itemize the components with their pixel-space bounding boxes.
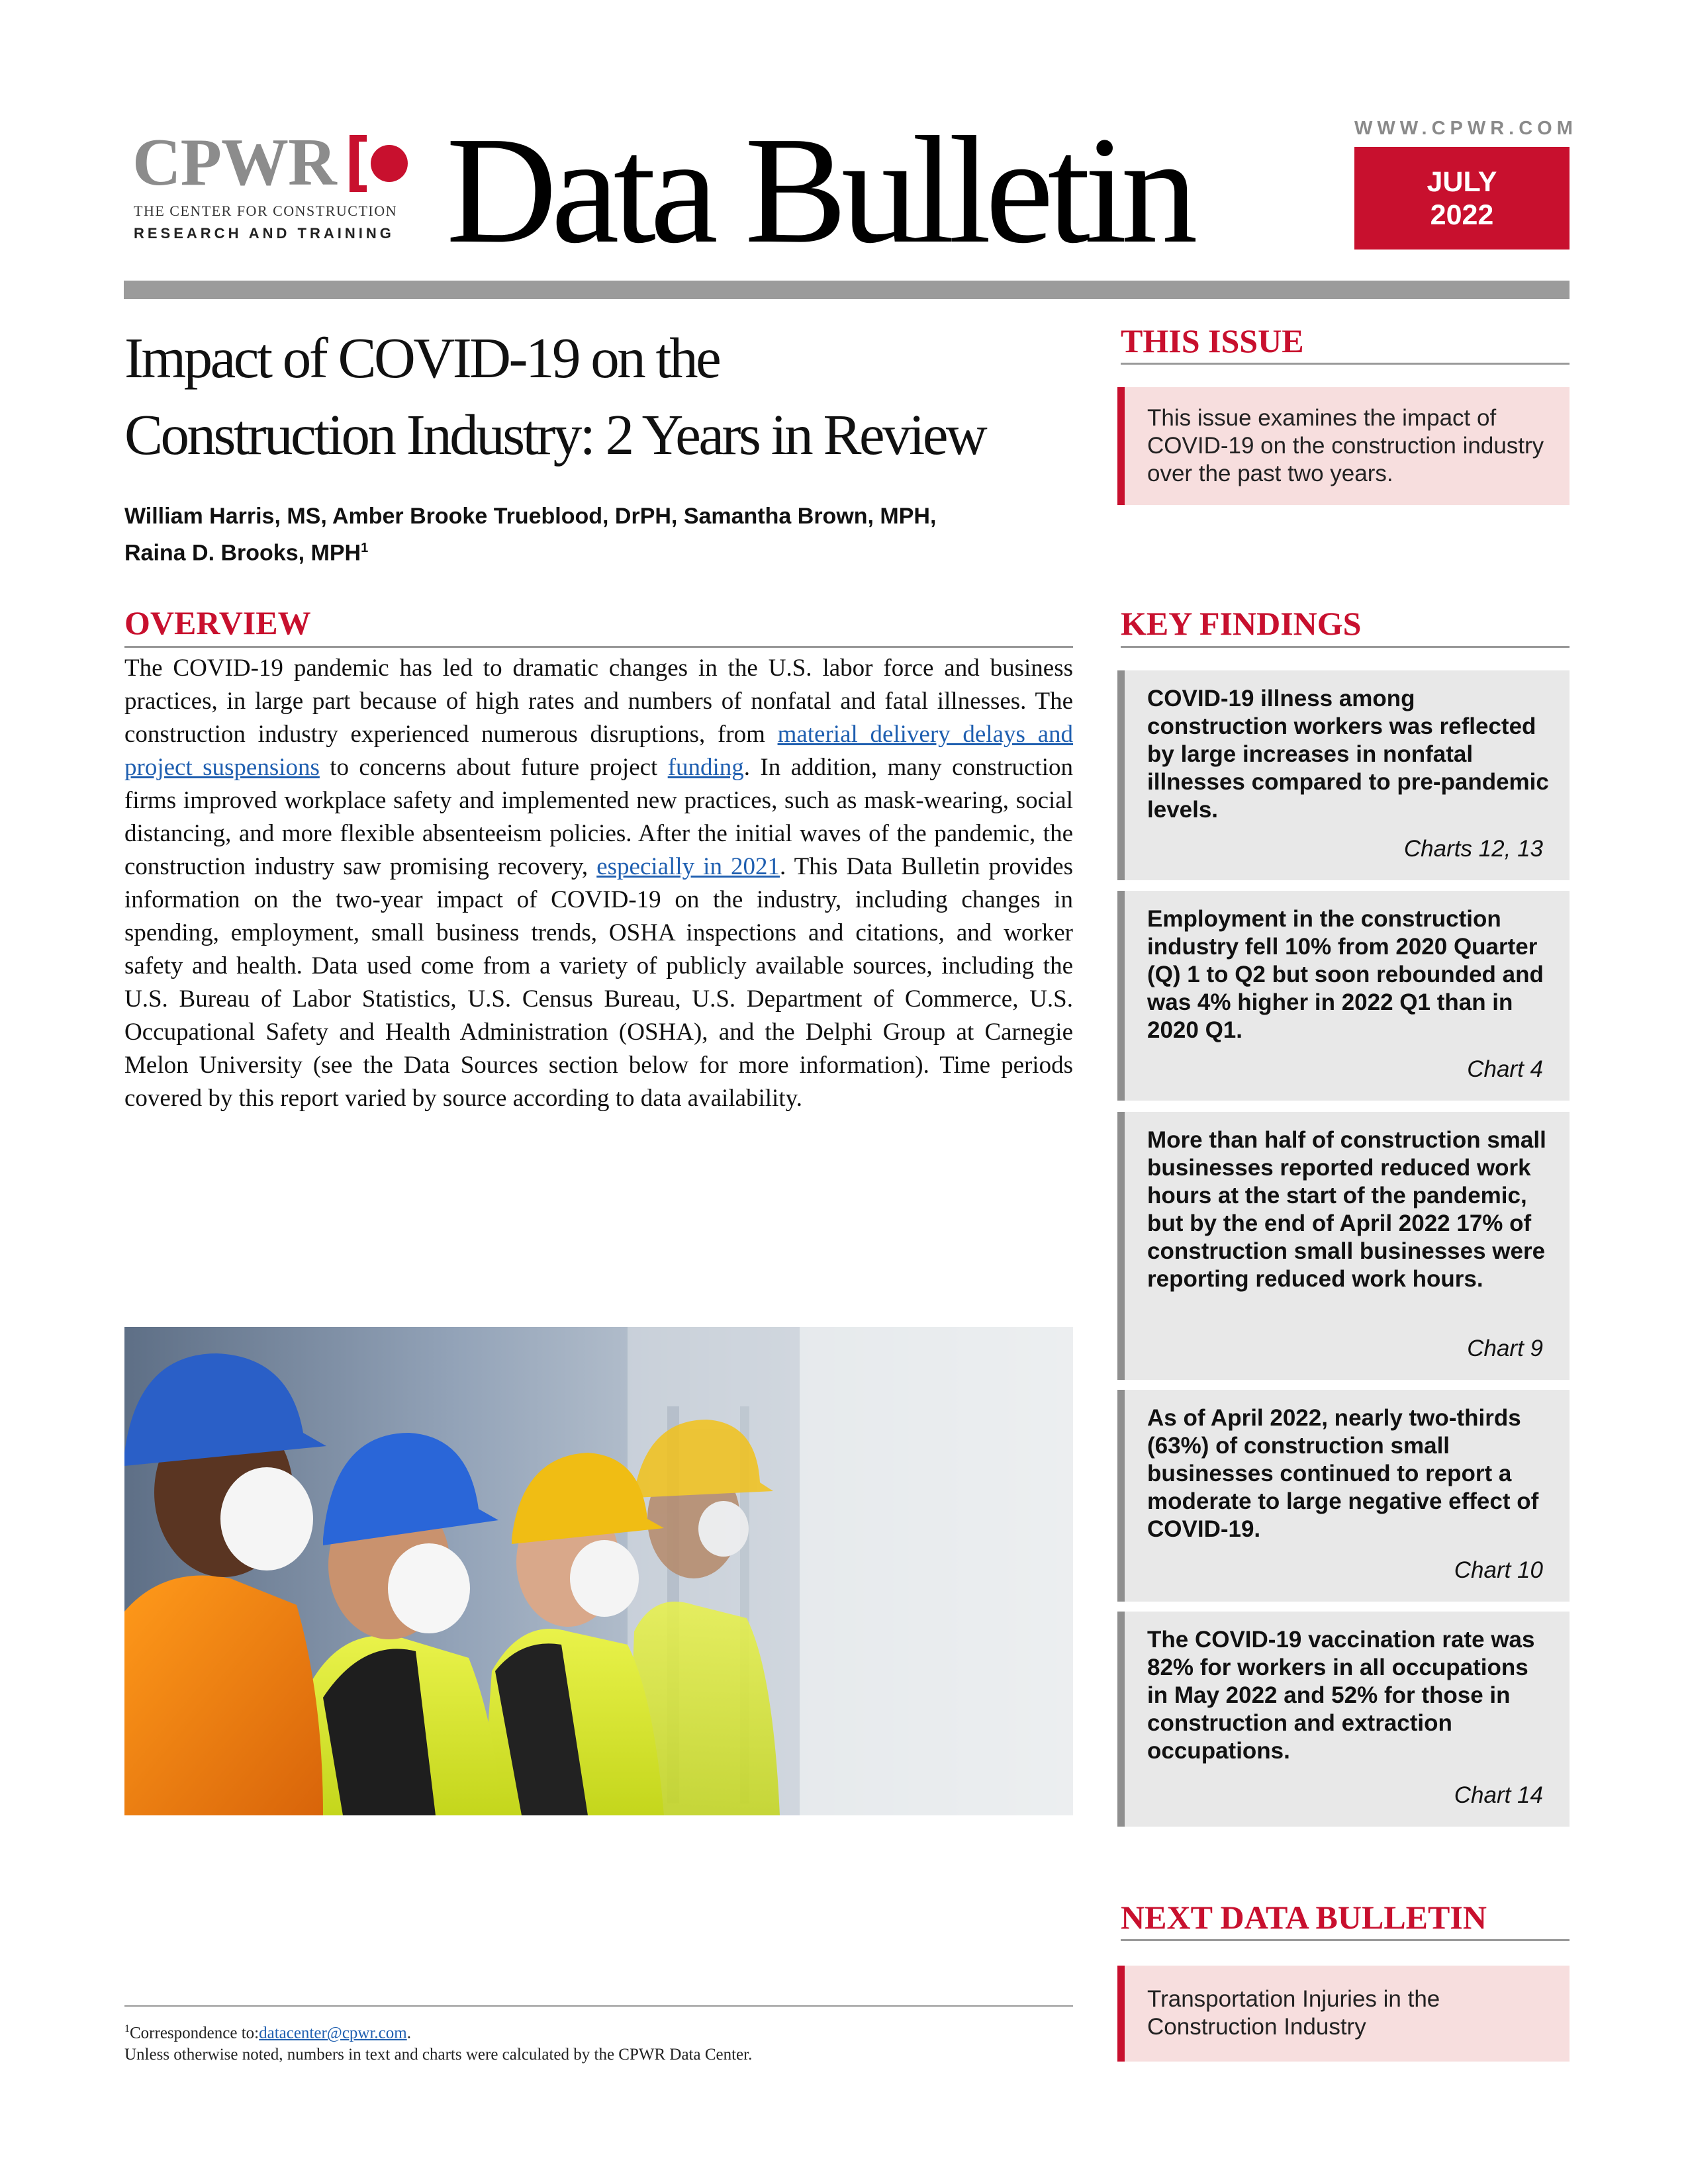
key-finding-card: [1117, 1112, 1570, 1380]
logo-tagline-top: THE CENTER FOR CONSTRUCTION: [134, 203, 398, 219]
header-divider: [124, 281, 1570, 299]
cpwr-logo-mark-icon: [350, 134, 410, 193]
cpwr-logo-wordmark: CPWR: [132, 125, 336, 200]
key-finding-text: Employment in the construction industry fell 10% from 2020 Quarter (Q) 1 to Q2 but soon rebounded and was 4% higher in 2022 Q1 than in 2020 Q1.: [1147, 906, 1544, 1043]
contact-email-link[interactable]: datacenter@cpwr.com: [259, 2024, 407, 2042]
footnote-marker: 1: [124, 2023, 130, 2034]
footnote-prefix: Correspondence to:: [130, 2024, 259, 2042]
overview-divider: [124, 646, 1073, 648]
key-finding-card: [1117, 1390, 1570, 1602]
masthead-title: Data Bulletin: [446, 105, 1192, 275]
footnote-suffix: .: [406, 2024, 411, 2042]
key-finding-card: [1117, 670, 1570, 880]
overview-paragraph: [124, 652, 1073, 1115]
key-findings-heading: KEY FINDINGS: [1121, 605, 1362, 642]
next-bulletin-divider: [1121, 1939, 1570, 1941]
key-finding-card: [1117, 1612, 1570, 1827]
key-finding-chart-ref: Chart 10: [1454, 1557, 1543, 1583]
this-issue-text: This issue examines the impact of COVID-19 on the construction industry over the past two years.: [1147, 405, 1544, 486]
key-finding-text: The COVID-19 vaccination rate was 82% for workers in all occupations in May 2022 and 52% for those in construction and extraction occupations.: [1147, 1627, 1535, 1764]
key-finding-text: More than half of construction small businesses reported reduced work hours at the start of the pandemic, but by the end of April 2022 17% of construction small businesses were reporting reduced work hours.: [1147, 1127, 1546, 1292]
key-finding-chart-ref: Charts 12, 13: [1403, 836, 1543, 862]
article-title-line-1: Impact of COVID-19 on the: [124, 326, 720, 390]
author-list: [124, 500, 1064, 569]
key-findings-divider: [1121, 646, 1570, 648]
author-footnote-marker: 1: [361, 541, 369, 555]
this-issue-box: [1117, 387, 1570, 505]
issue-date-badge: [1354, 147, 1570, 250]
overview-heading: OVERVIEW: [124, 604, 311, 641]
footnote-line-1: [124, 2018, 1073, 2044]
photo-window-band: [800, 1327, 1073, 1815]
issue-year: 2022: [1430, 199, 1494, 231]
article-title-line-2: Construction Industry: 2 Years in Review: [124, 402, 986, 467]
logo-tagline-bottom: RESEARCH AND TRAINING: [134, 225, 395, 242]
link-material-delivery-delays[interactable]: material delivery delays and project suspensions: [124, 721, 1073, 781]
article-title: [124, 320, 1104, 473]
key-finding-card: [1117, 891, 1570, 1101]
overview-text-4: . This Data Bulletin provides information on the two-year impact of COVID-19 on the industry, including changes in spending, employment, small business trends, OSHA inspections and citations, and worker safety and health. Data used come from a variety of publicly available sources, including the U.S. Bureau of Labor Statistics, U.S. Census Bureau, U.S. Department of Commerce, U.S. Occupational Safety and Health Administration (OSHA), and the Delphi Group at Carnegie Melon University (see the Data Sources section below for more information). Time periods covered by this report varied by source according to data availability.: [124, 853, 1073, 1112]
key-finding-text: As of April 2022, nearly two-thirds (63%) of construction small businesses continued to report a moderate to large negative effect of COVID-19.: [1147, 1405, 1539, 1542]
link-especially-in-2021[interactable]: especially in 2021: [596, 853, 780, 880]
key-finding-text: COVID-19 illness among construction workers was reflected by large increases in nonfatal illnesses compared to pre-pandemic levels.: [1147, 686, 1549, 823]
authors-line-2-text: Raina D. Brooks, MPH: [124, 540, 361, 566]
this-issue-heading: THIS ISSUE: [1121, 322, 1304, 359]
footnote-divider: [124, 2005, 1073, 2007]
key-finding-chart-ref: Chart 9: [1467, 1336, 1543, 1361]
next-bulletin-box: [1117, 1966, 1570, 2062]
overview-text-3: . In addition, many construction firms improved workplace safety and implemented new practices, such as mask-wearing, social distancing, and more flexible absenteeism policies. After the initial waves of the pandemic, the construction industry saw promising recovery,: [124, 754, 1073, 880]
footnote-line-2: Unless otherwise noted, numbers in text and charts were calculated by the CPWR Data Center.: [124, 2046, 753, 2064]
issue-month: JULY: [1427, 165, 1497, 198]
link-funding[interactable]: funding: [667, 754, 744, 781]
footnote: [124, 2018, 1073, 2066]
site-url[interactable]: WWW.CPWR.COM: [1354, 118, 1577, 139]
authors-line-1: William Harris, MS, Amber Brooke Trueblood, DrPH, Samantha Brown, MPH,: [124, 504, 937, 529]
key-finding-chart-ref: Chart 14: [1454, 1782, 1543, 1808]
key-finding-chart-ref: Chart 4: [1467, 1056, 1543, 1082]
next-bulletin-heading: NEXT DATA BULLETIN: [1121, 1899, 1487, 1936]
next-bulletin-text: Transportation Injuries in the Construction Industry: [1147, 1986, 1440, 2040]
overview-text-2: to concerns about future project: [319, 754, 668, 781]
workers-in-masks-photo: [124, 1327, 1073, 1815]
authors-line-2: [124, 532, 1064, 569]
overview-text-1: The COVID-19 pandemic has led to dramatic changes in the U.S. labor force and business practices, in large part because of high rates and numbers of nonfatal and fatal illnesses. The construction industry experienced numerous disruptions, from: [124, 655, 1073, 748]
this-issue-divider: [1121, 363, 1570, 365]
